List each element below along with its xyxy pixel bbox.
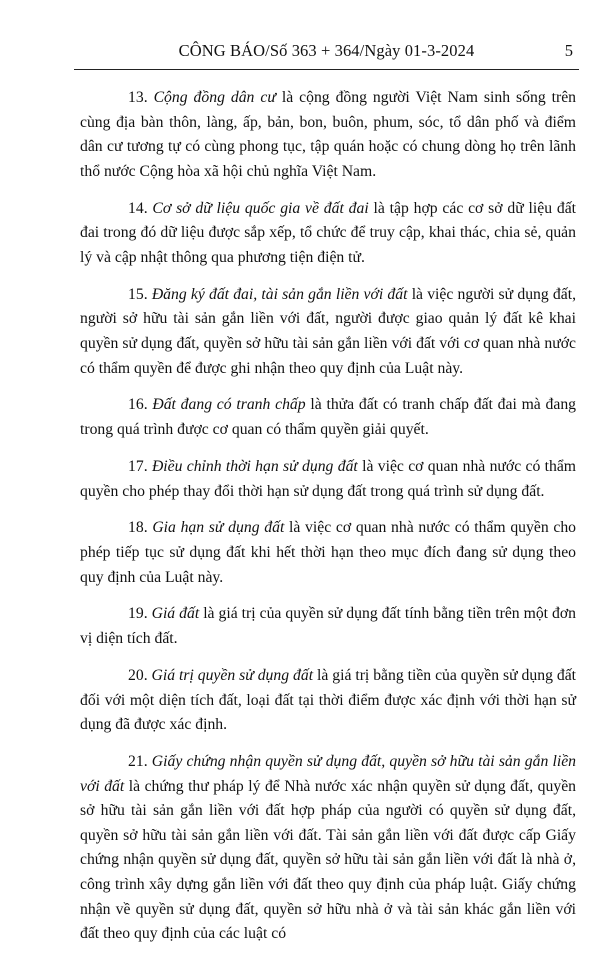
clause-number: 16. bbox=[128, 396, 148, 414]
page-number: 5 bbox=[564, 41, 573, 60]
definition-text: là việc cơ quan nhà nước có thẩm quyền cho phép tiếp tục sử dụng đất khi hết thời hạn theo mục đích đang sử dụng theo quy định của Luật này. bbox=[80, 519, 577, 586]
clause-number: 18. bbox=[128, 519, 148, 537]
definition-text: là cộng đồng người Việt Nam sinh sống trên cùng địa bàn thôn, làng, ấp, bản, bon, buôn, phum, sóc, tổ dân phố và điểm dân cư tương tự có cùng phong tục, tập quán hoặc có chung dòng họ trên lãnh thổ nước Cộng hòa xã hội chủ nghĩa Việt Nam. bbox=[80, 89, 577, 180]
clause-20 bbox=[80, 664, 576, 738]
clause-17 bbox=[80, 455, 576, 504]
clause-number: 13. bbox=[128, 89, 148, 106]
definition-text: là giá trị bằng tiền của quyền sử dụng đất đối với một diện tích đất, loại đất tại thời điểm được xác định với thời hạn sử dụng đã được xác định. bbox=[80, 666, 577, 734]
clause-number: 20. bbox=[128, 666, 148, 684]
clause-16 bbox=[80, 393, 576, 442]
definition-text: là thửa đất có tranh chấp đất đai mà đang trong quá trình được cơ quan có thẩm quyền giải quyết. bbox=[80, 396, 577, 439]
defined-term: Giá đất bbox=[151, 605, 200, 623]
definition-text: là việc cơ quan nhà nước có thẩm quyền cho phép thay đổi thời hạn sử dụng đất trong quá trình sử dụng đất. bbox=[80, 457, 577, 500]
defined-term: Đất đang có tranh chấp bbox=[152, 396, 306, 414]
definition-text: là giá trị của quyền sử dụng đất tính bằng tiền trên một đơn vị diện tích đất. bbox=[80, 605, 577, 648]
defined-term: Gia hạn sử dụng đất bbox=[152, 519, 285, 537]
defined-term: Cơ sở dữ liệu quốc gia về đất đai bbox=[152, 199, 369, 217]
clause-14 bbox=[80, 197, 576, 271]
clause-15 bbox=[80, 283, 576, 381]
gazette-title: CÔNG BÁO/Số 363 + 364/Ngày 01-3-2024 bbox=[178, 41, 475, 60]
clause-number: 21. bbox=[128, 753, 148, 771]
document-body bbox=[80, 86, 576, 959]
defined-term: Cộng đồng dân cư bbox=[153, 89, 276, 106]
clause-number: 14. bbox=[128, 199, 148, 217]
defined-term: Điều chỉnh thời hạn sử dụng đất bbox=[151, 457, 358, 475]
clause-number: 15. bbox=[128, 285, 148, 303]
page-header bbox=[74, 40, 579, 62]
defined-term: Giá trị quyền sử dụng đất bbox=[151, 666, 314, 684]
definition-text: là tập hợp các cơ sở dữ liệu đất đai trong đó dữ liệu được sắp xếp, tổ chức để truy cập, khai thác, chia sẻ, quản lý và cập nhật thông qua phương tiện điện tử. bbox=[80, 199, 577, 266]
clause-18 bbox=[80, 516, 576, 590]
clause-number: 19. bbox=[128, 605, 148, 623]
clause-19 bbox=[80, 602, 576, 651]
clause-number: 17. bbox=[128, 457, 148, 475]
definition-text: là chứng thư pháp lý để Nhà nước xác nhận quyền sử dụng đất, quyền sở hữu tài sản gắn liền với đất hợp pháp của người có quyền sử dụng đất, quyền sở hữu tài sản gắn liền với đất. Tài sản gắn liền với đất được cấp Giấy chứng nhận quyền sử dụng đất, quyền sở hữu tài sản gắn liền với đất là nhà ở, công trình xây dựng gắn liền với đất theo quy định của pháp luật. Giấy chứng nhận về quyền sử dụng đất, quyền sở hữu nhà ở và tài sản khác gắn liền với đất theo quy định của các luật có bbox=[80, 777, 576, 943]
definition-text: là việc người sử dụng đất, người sở hữu tài sản gắn liền với đất, người được giao quản lý đất kê khai quyền sử dụng đất, quyền sở hữu tài sản gắn liền với đất với cơ quan nhà nước có thẩm quyền để được ghi nhận theo quy định của Luật này. bbox=[80, 285, 577, 377]
clause-21 bbox=[80, 750, 576, 947]
defined-term: Giấy chứng nhận quyền sử dụng đất, quyền sở hữu tài sản gắn liền với đất bbox=[80, 753, 577, 795]
defined-term: Đăng ký đất đai, tài sản gắn liền với đất bbox=[151, 285, 408, 303]
clause-13 bbox=[80, 86, 576, 184]
header-divider bbox=[74, 69, 579, 70]
